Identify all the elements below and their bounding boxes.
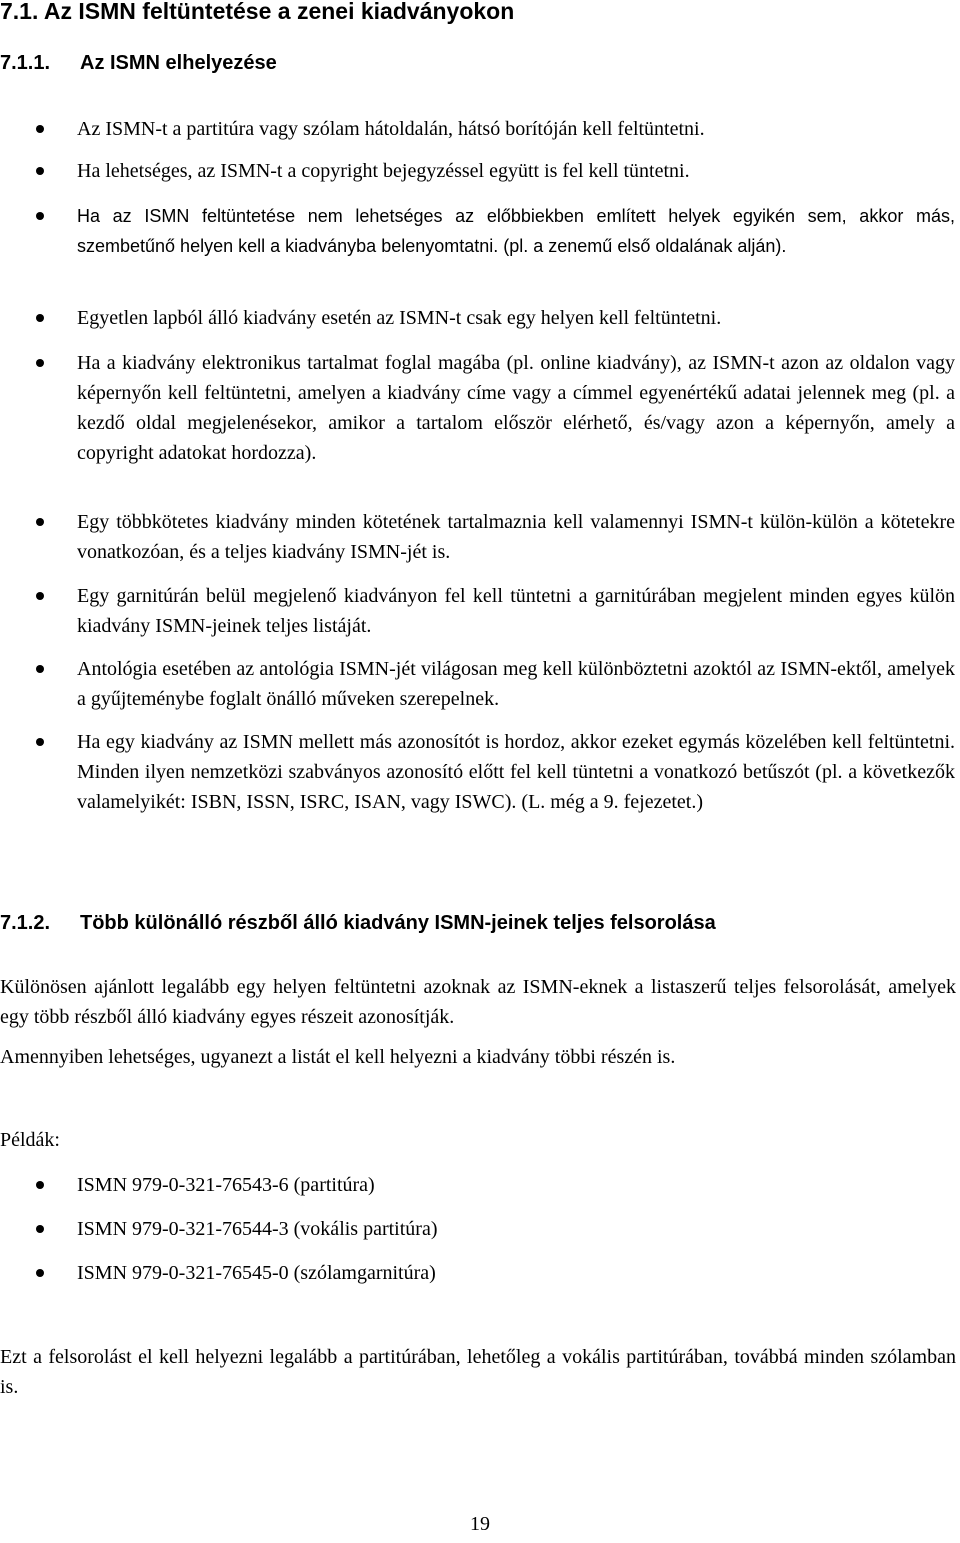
bullet-icon xyxy=(36,125,44,133)
paragraph-placement: Ezt a felsorolást el kell helyezni legalább a partitúrában, lehetőleg a vokális partitúrában, továbbá minden szólamban is. xyxy=(0,1346,956,1398)
bullet-icon xyxy=(36,592,44,600)
list-item-text: Ha lehetséges, az ISMN-t a copyright bejegyzéssel együtt is fel kell tüntetni. xyxy=(77,160,690,182)
bullet-icon xyxy=(36,1269,44,1277)
paragraph-other-parts: Amennyiben lehetséges, ugyanezt a listát el kell helyezni a kiadvány többi részén is. xyxy=(0,1046,676,1068)
page-number: 19 xyxy=(470,1513,490,1535)
section-heading xyxy=(0,0,514,28)
examples-label: Példák: xyxy=(0,1129,60,1151)
subsection2-heading xyxy=(0,906,716,940)
list-item-text: Egyetlen lapból álló kiadvány esetén az ISMN-t csak egy helyen kell feltüntetni. xyxy=(77,307,722,329)
list-item-text: Ha a kiadvány elektronikus tartalmat foglal magába (pl. online kiadvány), az ISMN-t azon az oldalon vagy képernyőn kell feltüntetni, amelyen a kiadvány címe vagy a címmel egyenértékű adatai jelennek meg (pl. a kezdő oldal megjelenésekor, amikor a tartalom először elérhető, és/vagy azon a képernyőn, amely a copyright adatokat hordozza). xyxy=(77,352,955,464)
example-ismn: ISMN 979-0-321-76543-6 (partitúra) xyxy=(77,1174,375,1196)
list-item-text: Antológia esetében az antológia ISMN-jét világosan meg kell különböztetni azoktól az ISMN-ektől, amelyek a gyűjteménybe foglalt önálló műveken szerepelnek. xyxy=(77,658,955,710)
list-item-text: Egy garnitúrán belül megjelenő kiadványon fel kell tüntetni a garnitúrában megjelent minden egyes külön kiadvány ISMN-jeinek teljes listáját. xyxy=(77,585,955,637)
paragraph-recommendation: Különösen ajánlott legalább egy helyen feltüntetni azoknak az ISMN-eknek a listaszerű teljes felsorolását, amelyek egy több részből álló kiadvány egyes részeit azonosítják. xyxy=(0,976,956,1028)
example-ismn: ISMN 979-0-321-76545-0 (szólamgarnitúra) xyxy=(77,1262,436,1284)
example-ismn: ISMN 979-0-321-76544-3 (vokális partitúra) xyxy=(77,1218,438,1240)
bullet-icon xyxy=(36,314,44,322)
bullet-icon xyxy=(36,1181,44,1189)
section-number: 7.1. xyxy=(0,0,39,24)
list-item-text: Egy többkötetes kiadvány minden kötetének tartalmaznia kell valamennyi ISMN-t külön-külön a kötetekre vonatkozóan, és a teljes kiadvány ISMN-jét is. xyxy=(77,511,955,563)
section-title: Az ISMN feltüntetése a zenei kiadványokon xyxy=(43,0,515,24)
bullet-icon xyxy=(36,518,44,526)
list-item-text: Az ISMN-t a partitúra vagy szólam hátoldalán, hátsó borítóján kell feltüntetni. xyxy=(77,118,705,140)
subsection1-title: Az ISMN elhelyezése xyxy=(80,52,277,74)
list-item-text: Ha egy kiadvány az ISMN mellett más azonosítót is hordoz, akkor ezeket egymás közelében kell feltüntetni. Minden ilyen nemzetközi szabványos azonosító előtt fel kell tüntetni a vonatkozó betűszót (pl. a következők valamelyikét: ISBN, ISSN, ISRC, ISAN, vagy ISWC). (L. még a 9. fejezetet.) xyxy=(77,731,955,813)
bullet-icon xyxy=(36,1225,44,1233)
bullet-icon xyxy=(36,167,44,175)
bullet-icon xyxy=(36,359,44,367)
subsection1-number: 7.1.1. xyxy=(0,52,51,74)
bullet-icon xyxy=(36,212,44,220)
subsection2-title: Több különálló részből álló kiadvány ISMN-jeinek teljes felsorolása xyxy=(80,912,716,934)
list-item-text: Ha az ISMN feltüntetése nem lehetséges az előbbiekben említett helyek egyikén sem, akkor más, szembetűnő helyen kell a kiadványba belenyomtatni. (pl. a zenemű első oldalának alján). xyxy=(77,206,955,256)
subsection2-number: 7.1.2. xyxy=(0,912,51,934)
bullet-icon xyxy=(36,665,44,673)
bullet-icon xyxy=(36,738,44,746)
subsection1-heading xyxy=(0,46,277,80)
